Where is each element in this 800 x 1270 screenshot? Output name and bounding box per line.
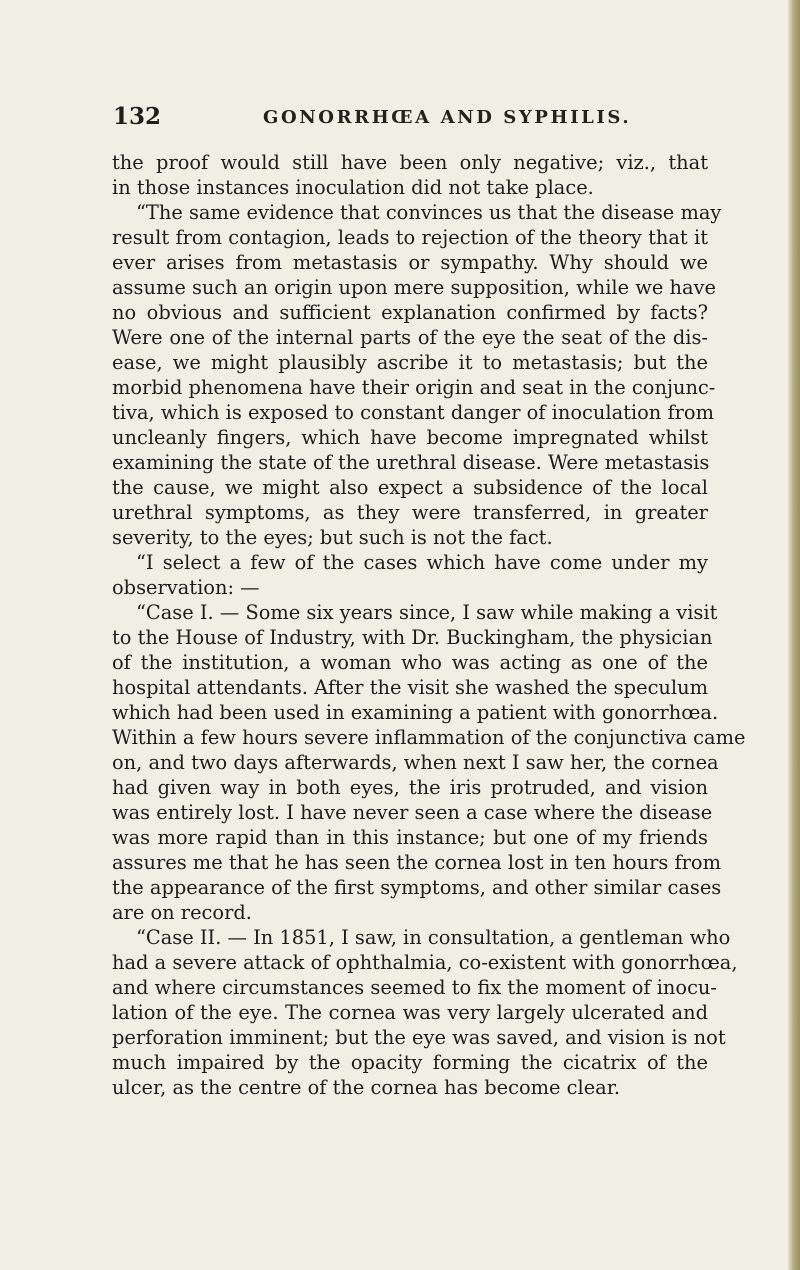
text-line: “Case I. — Some six years since, I saw while making a visit: [136, 601, 718, 624]
text-line: “I select a few of the cases which have come under my: [136, 551, 708, 574]
text-line: was more rapid than in this instance; but one of my friends: [112, 826, 708, 849]
text-line: to the House of Industry, with Dr. Buckingham, the physician: [112, 626, 713, 649]
page-edge-shadow: [788, 0, 800, 1270]
running-title: GONORRHŒA AND SYPHILIS.: [263, 107, 632, 128]
text-line: “The same evidence that convinces us that the disease may: [136, 201, 722, 224]
text-line: in those instances inoculation did not take place.: [112, 176, 594, 199]
text-line: the appearance of the first symptoms, and other similar cases: [112, 876, 722, 899]
text-line: lation of the eye. The cornea was very largely ulcerated and: [112, 1001, 708, 1024]
text-line: no obvious and sufficient explanation confirmed by facts?: [112, 301, 708, 324]
text-line: ulcer, as the centre of the cornea has become clear.: [112, 1076, 621, 1099]
text-line: had a severe attack of ophthalmia, co-existent with gonorrhœa,: [112, 951, 738, 974]
text-line: result from contagion, leads to rejection of the theory that it: [112, 226, 708, 249]
text-line: examining the state of the urethral disease. Were metastasis: [112, 451, 710, 474]
text-line: the proof would still have been only negative; viz., that: [112, 151, 708, 174]
text-line: Were one of the internal parts of the eye the seat of the dis-: [112, 326, 708, 349]
text-line: Within a few hours severe inflammation of the conjunctiva came: [112, 726, 746, 749]
page-number: 132: [113, 103, 162, 130]
text-line: observation: —: [112, 576, 260, 599]
text-line: and where circumstances seemed to fix the moment of inocu-: [112, 976, 717, 999]
text-line: ever arises from metastasis or sympathy. Why should we: [112, 251, 708, 274]
text-line: hospital attendants. After the visit she washed the speculum: [112, 676, 708, 699]
body-text: [112, 150, 746, 1100]
text-line: had given way in both eyes, the iris protruded, and vision: [112, 776, 708, 799]
text-line: on, and two days afterwards, when next I saw her, the cornea: [112, 751, 719, 774]
text-line: of the institution, a woman who was acting as one of the: [112, 651, 708, 674]
text-line: severity, to the eyes; but such is not the fact.: [112, 526, 553, 549]
text-line: ease, we might plausibly ascribe it to metastasis; but the: [112, 351, 708, 374]
text-line: assures me that he has seen the cornea lost in ten hours from: [112, 851, 721, 874]
text-line: urethral symptoms, as they were transferred, in greater: [112, 501, 708, 524]
text-line: much impaired by the opacity forming the cicatrix of the: [112, 1051, 708, 1074]
text-line: perforation imminent; but the eye was saved, and vision is not: [112, 1026, 726, 1049]
text-line: the cause, we might also expect a subsidence of the local: [112, 476, 708, 499]
text-line: tiva, which is exposed to constant danger of inoculation from: [112, 401, 714, 424]
text-line: which had been used in examining a patient with gonorrhœa.: [112, 701, 719, 724]
text-line: assume such an origin upon mere supposition, while we have: [112, 276, 716, 299]
text-line: are on record.: [112, 901, 252, 924]
text-line: was entirely lost. I have never seen a case where the disease: [112, 801, 713, 824]
text-line: “Case II. — In 1851, I saw, in consultation, a gentleman who: [136, 926, 731, 949]
page-header: [113, 103, 713, 131]
text-line: morbid phenomena have their origin and seat in the conjunc-: [112, 376, 716, 399]
text-line: uncleanly fingers, which have become impregnated whilst: [112, 426, 708, 449]
